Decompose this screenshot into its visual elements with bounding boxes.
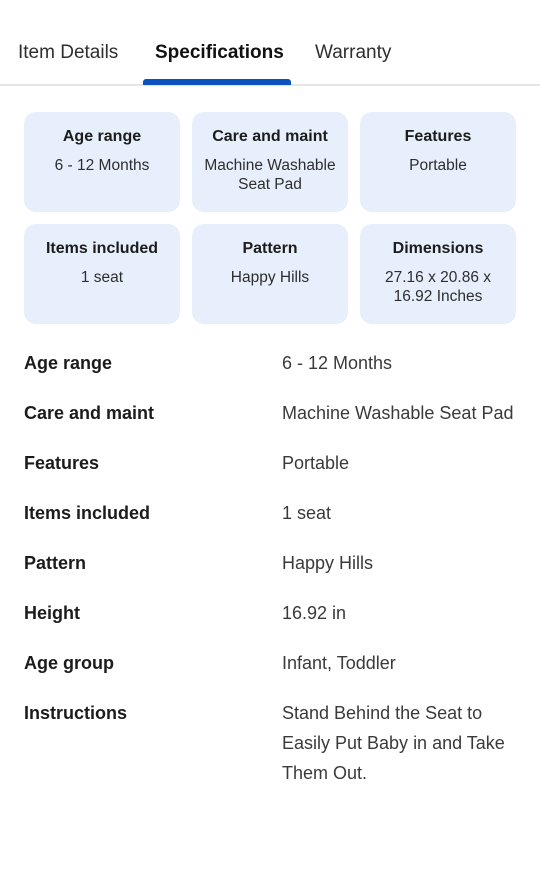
card-items-included <box>24 224 180 324</box>
specifications-list <box>24 348 516 808</box>
tab-item-details[interactable]: Item Details <box>18 42 119 63</box>
spec-row <box>24 548 516 578</box>
spec-row <box>24 698 516 788</box>
card-title: Items included <box>45 240 159 257</box>
spec-label: Care and maint <box>24 403 155 423</box>
spec-highlight-cards <box>24 112 516 324</box>
spec-value: Machine Washable Seat Pad <box>282 403 514 423</box>
spec-row <box>24 448 516 478</box>
spec-value: Infant, Toddler <box>282 653 396 673</box>
spec-label: Age group <box>24 653 114 673</box>
spec-value: 16.92 in <box>282 603 347 623</box>
spec-value: 1 seat <box>282 503 332 523</box>
spec-row <box>24 598 516 628</box>
spec-row <box>24 398 516 428</box>
spec-value: 6 - 12 Months <box>282 353 393 373</box>
card-value: Machine Washable Seat Pad <box>204 157 336 193</box>
card-age-range <box>24 112 180 212</box>
spec-label: Items included <box>24 503 151 523</box>
card-dimensions <box>360 224 516 324</box>
spec-label: Height <box>24 603 80 623</box>
card-title: Dimensions <box>392 240 484 257</box>
spec-row <box>24 348 516 378</box>
spec-label: Pattern <box>24 553 87 573</box>
tab-bar <box>0 0 540 86</box>
card-value: Portable <box>409 157 467 174</box>
active-tab-indicator <box>143 79 291 85</box>
card-title: Age range <box>62 128 142 145</box>
card-value: 6 - 12 Months <box>54 157 150 174</box>
card-title: Pattern <box>242 240 298 257</box>
card-care-and-maint <box>192 112 348 212</box>
spec-value: Happy Hills <box>282 553 374 573</box>
card-title: Features <box>404 128 472 145</box>
spec-value: Stand Behind the Seat to Easily Put Baby in and Take Them Out. <box>282 703 505 783</box>
spec-value: Portable <box>282 453 350 473</box>
spec-label: Features <box>24 453 100 473</box>
spec-row <box>24 648 516 678</box>
card-value: 27.16 x 20.86 x 16.92 Inches <box>385 269 491 305</box>
card-features <box>360 112 516 212</box>
card-pattern <box>192 224 348 324</box>
spec-label: Instructions <box>24 703 128 723</box>
tab-specifications[interactable]: Specifications <box>155 42 284 63</box>
tab-warranty[interactable]: Warranty <box>315 42 392 63</box>
card-value: Happy Hills <box>230 269 310 286</box>
card-title: Care and maint <box>212 128 328 145</box>
spec-row <box>24 498 516 528</box>
card-value: 1 seat <box>80 269 124 286</box>
spec-label: Age range <box>24 353 113 373</box>
